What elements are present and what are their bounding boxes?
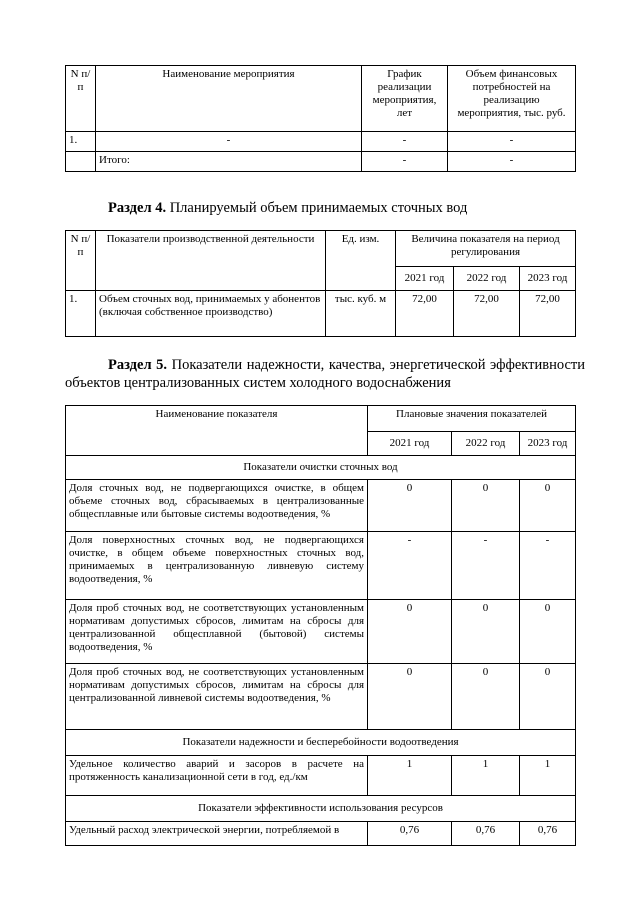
t3-r4-v2022: 0 bbox=[452, 664, 520, 730]
measures-table bbox=[65, 65, 576, 172]
t3-r1-v2021: 0 bbox=[368, 480, 452, 532]
t3-header-name: Наименование показателя bbox=[66, 406, 368, 456]
table-row bbox=[66, 822, 576, 846]
t2-row1-num: 1. bbox=[66, 291, 96, 337]
t2-row1-unit: тыс. куб. м bbox=[326, 291, 396, 337]
table-row bbox=[66, 600, 576, 664]
t2-header-indicator: Показатели производственной деятельности bbox=[96, 231, 326, 291]
section-4-label: Раздел 4. bbox=[108, 200, 167, 216]
wastewater-volume-table bbox=[65, 230, 576, 337]
t3-group-cleaning: Показатели очистки сточных вод bbox=[66, 456, 576, 480]
t1-row1-schedule: - bbox=[362, 132, 448, 152]
t3-r1-name: Доля сточных вод, не подвергающихся очистке, в общем объеме сточных вод, сбрасываемых в централизованные общесплавные или бытовые системы водоотведения, % bbox=[66, 480, 368, 532]
t1-header-name: Наименование мероприятия bbox=[96, 66, 362, 132]
t3-r5-v2023: 1 bbox=[520, 756, 576, 796]
section-5-heading-line2: объектов централизованных систем холодного водоснабжения bbox=[65, 375, 451, 391]
t2-header-value: Величина показателя на период регулирования bbox=[396, 231, 576, 267]
t3-r3-v2022: 0 bbox=[452, 600, 520, 664]
t3-r2-v2021: - bbox=[368, 532, 452, 600]
section-5-label: Раздел 5. bbox=[108, 357, 168, 373]
table-row bbox=[66, 132, 576, 152]
t2-row1-v2023: 72,00 bbox=[520, 291, 576, 337]
t3-r5-v2022: 1 bbox=[452, 756, 520, 796]
section-5-heading bbox=[108, 357, 585, 374]
t3-r5-v2021: 1 bbox=[368, 756, 452, 796]
t3-r5-name: Удельное количество аварий и засоров в расчете на протяженность канализационной сети в год, ед./км bbox=[66, 756, 368, 796]
t1-row2-name: Итого: bbox=[96, 152, 362, 172]
t3-r4-v2023: 0 bbox=[520, 664, 576, 730]
t3-year-2021: 2021 год bbox=[368, 432, 452, 456]
t2-row1-v2021: 72,00 bbox=[396, 291, 454, 337]
t3-r3-v2021: 0 bbox=[368, 600, 452, 664]
t3-r6-v2022: 0,76 bbox=[452, 822, 520, 846]
performance-indicators-table bbox=[65, 405, 576, 846]
t1-header-finance: Объем финансовых потребностей на реализацию мероприятия, тыс. руб. bbox=[448, 66, 576, 132]
t2-header-num: N п/п bbox=[66, 231, 96, 291]
t3-r3-v2023: 0 bbox=[520, 600, 576, 664]
t1-row1-name: - bbox=[96, 132, 362, 152]
table-row bbox=[66, 664, 576, 730]
table-row bbox=[66, 152, 576, 172]
t3-r1-v2022: 0 bbox=[452, 480, 520, 532]
t3-group-reliability: Показатели надежности и бесперебойности водоотведения bbox=[66, 730, 576, 756]
table-row bbox=[66, 532, 576, 600]
t1-row1-finance: - bbox=[448, 132, 576, 152]
section-4-heading bbox=[108, 200, 467, 217]
t3-r2-name: Доля поверхностных сточных вод, не подвергающихся очистке, в общем объеме поверхностных сточных вод, принимаемых в централизованную ливневую систему водоотведения, % bbox=[66, 532, 368, 600]
t2-header-unit: Ед. изм. bbox=[326, 231, 396, 291]
table-row bbox=[66, 480, 576, 532]
table-row bbox=[66, 756, 576, 796]
t3-r6-v2023: 0,76 bbox=[520, 822, 576, 846]
t1-header-schedule: График реализации мероприятия, лет bbox=[362, 66, 448, 132]
t3-group-efficiency: Показатели эффективности использования ресурсов bbox=[66, 796, 576, 822]
section-4-title: Планируемый объем принимаемых сточных вод bbox=[166, 200, 468, 216]
t1-row2-schedule: - bbox=[362, 152, 448, 172]
t3-year-2022: 2022 год bbox=[452, 432, 520, 456]
table-row bbox=[66, 291, 576, 337]
t1-header-num: N п/п bbox=[66, 66, 96, 132]
t3-r4-v2021: 0 bbox=[368, 664, 452, 730]
t2-year-2022: 2022 год bbox=[454, 267, 520, 291]
t2-row1-indicator: Объем сточных вод, принимаемых у абонентов (включая собственное производство) bbox=[96, 291, 326, 337]
t3-r4-name: Доля проб сточных вод, не соответствующих установленным нормативам допустимых сбросов, лимитам на сбросы для централизованной ливневой системы водоотведения, % bbox=[66, 664, 368, 730]
t2-year-2021: 2021 год bbox=[396, 267, 454, 291]
t2-year-2023: 2023 год bbox=[520, 267, 576, 291]
t3-r6-name: Удельный расход электрической энергии, потребляемой в bbox=[66, 822, 368, 846]
t2-row1-v2022: 72,00 bbox=[454, 291, 520, 337]
t3-r6-v2021: 0,76 bbox=[368, 822, 452, 846]
t3-r2-v2023: - bbox=[520, 532, 576, 600]
t3-r2-v2022: - bbox=[452, 532, 520, 600]
t3-r1-v2023: 0 bbox=[520, 480, 576, 532]
t1-row1-num: 1. bbox=[66, 132, 96, 152]
t1-row2-finance: - bbox=[448, 152, 576, 172]
t3-year-2023: 2023 год bbox=[520, 432, 576, 456]
section-5-title-line1: Показатели надежности, качества, энергетической эффективности bbox=[167, 357, 586, 373]
t3-header-plan: Плановые значения показателей bbox=[368, 406, 576, 432]
t1-row2-num bbox=[66, 152, 96, 172]
t3-r3-name: Доля проб сточных вод, не соответствующих установленным нормативам допустимых сбросов, лимитам на сбросы для централизованной общесплавной (бытовой) системы водоотведения, % bbox=[66, 600, 368, 664]
